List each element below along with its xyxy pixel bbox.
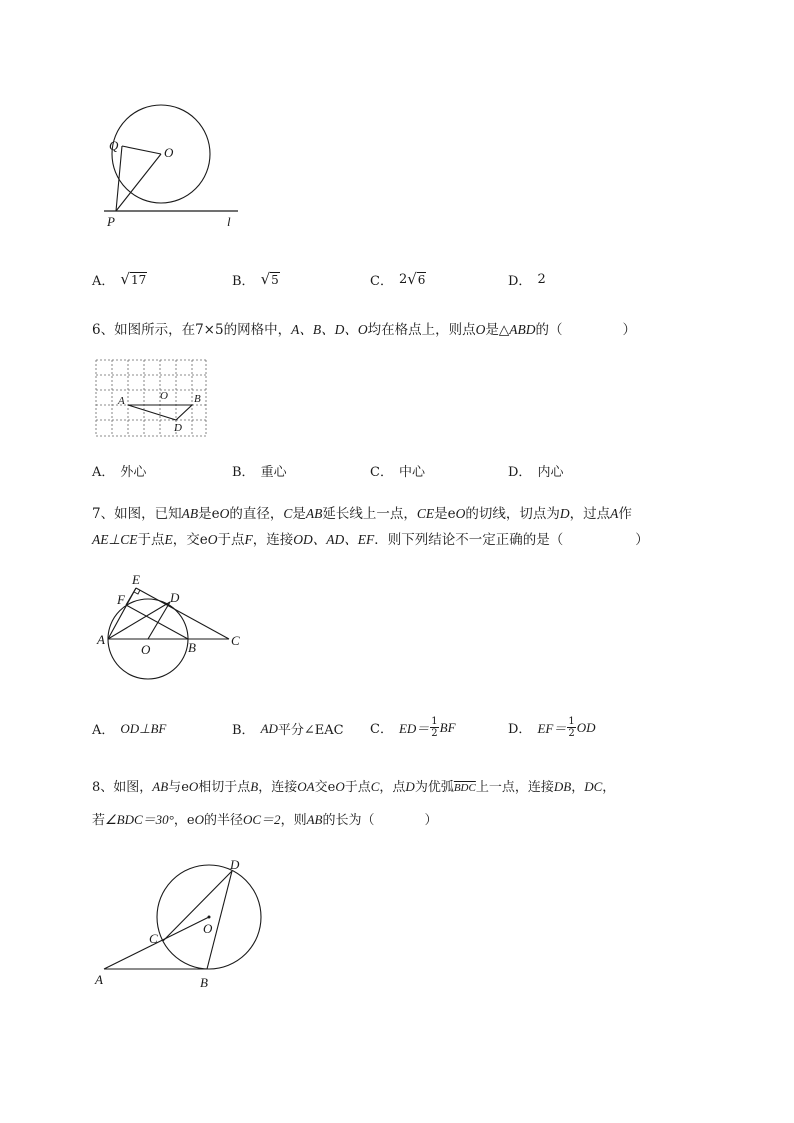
q6-close: ）	[622, 322, 636, 338]
segment-ab: AB	[181, 506, 199, 521]
q5-label-p: P	[107, 214, 115, 229]
text: ，点	[379, 780, 406, 795]
text: ，连接	[258, 780, 298, 795]
q8-label-d: D	[230, 857, 240, 872]
text: 的直径，	[229, 506, 284, 522]
point-o: O	[219, 506, 230, 521]
segment-ab: AB	[152, 779, 169, 794]
option-label: B．	[232, 274, 255, 289]
q7-options	[92, 716, 732, 744]
q8-label-o: O	[203, 921, 213, 936]
numerator: 1	[568, 716, 575, 727]
q5-options	[92, 270, 732, 292]
q5-label-q: Q	[109, 138, 119, 153]
point-o: O	[188, 779, 199, 794]
point-b: B	[250, 779, 259, 794]
question-6-text	[92, 316, 732, 344]
q6-middle2: 均在格点上，则点	[367, 322, 476, 338]
point-e: E	[164, 532, 173, 547]
text: ，连接	[252, 532, 294, 548]
radical-sign: √	[260, 270, 271, 288]
q6-point-o: O	[475, 322, 486, 337]
segment-ab: AB	[306, 812, 323, 827]
option-rhs: BF	[439, 719, 456, 735]
q6-option-b[interactable]	[232, 461, 287, 480]
circle-symbol: e	[181, 780, 189, 795]
point-o: O	[335, 779, 345, 794]
q5-option-d[interactable]	[508, 270, 546, 289]
fraction	[430, 716, 438, 739]
question-7-line-2	[92, 526, 732, 554]
question-7-line-1	[92, 500, 732, 528]
radicand: 5	[271, 273, 279, 287]
q6-middle: 的网格中，	[223, 322, 292, 338]
option-text: 内心	[537, 465, 564, 480]
circle-symbol: e	[199, 532, 208, 548]
text: ，	[173, 813, 187, 828]
q6-middle3: 是△	[485, 322, 510, 338]
q6-triangle: ABD	[509, 322, 536, 337]
denominator: 2	[431, 728, 438, 739]
q8-label-c: C	[149, 931, 158, 946]
q6-grid: 7×5	[195, 322, 224, 338]
radicand: 17	[130, 273, 147, 287]
option-label: D．	[508, 465, 532, 480]
circle-symbol: e	[327, 780, 336, 795]
segment-ab: AB	[305, 506, 323, 521]
circle-symbol: e	[447, 506, 456, 522]
text: ，交	[172, 532, 200, 548]
radius-expr: OC＝2	[243, 812, 281, 827]
text: 上一点，连接	[475, 780, 554, 795]
fraction	[567, 716, 575, 739]
option-text: 平分∠EAC	[277, 723, 344, 738]
text: 为优弧	[414, 780, 454, 795]
text: 若	[92, 813, 106, 828]
text: ）	[424, 813, 438, 828]
q7-label-e: E	[132, 572, 140, 587]
text: 延长线上一点，	[322, 506, 417, 522]
q8-segment-db	[207, 871, 232, 969]
q6-prefix: 6、如图所示，在	[92, 322, 196, 338]
q6-label-b: B	[194, 393, 201, 405]
q5-figure	[96, 100, 256, 235]
question-8-line-1	[92, 773, 732, 802]
q7-label-f: F	[117, 592, 125, 607]
option-label: B．	[232, 723, 255, 738]
option-lhs: ED＝	[398, 721, 430, 736]
q7-label-c: C	[231, 633, 240, 648]
radicand: 6	[417, 273, 426, 287]
q5-segment-pq	[116, 146, 122, 211]
q6-option-a[interactable]	[92, 461, 146, 480]
circle-symbol: e	[186, 813, 195, 828]
q5-label-o: O	[164, 145, 174, 160]
q5-label-l: l	[227, 214, 231, 229]
coefficient: 2	[398, 272, 408, 287]
text: 8、如图，	[92, 780, 153, 795]
text: ．则下列结论不一定正确的是（	[374, 532, 564, 548]
q8-label-b: B	[200, 975, 208, 990]
q7-option-b[interactable]	[232, 719, 344, 738]
radical-sign: √	[407, 270, 417, 288]
q8-label-a: A	[95, 972, 103, 987]
q8-center-dot	[208, 916, 211, 919]
option-label: D．	[508, 722, 532, 737]
text: 是	[292, 506, 306, 522]
text: ，则	[280, 813, 307, 828]
text: ）	[635, 532, 649, 548]
option-label: A．	[92, 465, 115, 480]
option-text: 外心	[120, 465, 147, 480]
option-text: OD⊥BF	[120, 720, 167, 736]
perpendicular-expr: AE⊥CE	[92, 532, 138, 547]
text: ，	[602, 780, 616, 795]
sqrt-expression	[407, 272, 426, 287]
q7-label-d: D	[170, 590, 180, 605]
q5-option-c[interactable]	[370, 270, 426, 289]
q7-figure	[94, 572, 244, 682]
option-pre: AD	[260, 720, 278, 736]
q8-segment-dc	[163, 871, 232, 941]
option-label: B．	[232, 465, 255, 480]
text: ，过点	[569, 506, 611, 522]
q6-points: A、B、D、O	[291, 322, 368, 337]
q5-option-b[interactable]	[232, 270, 280, 289]
text: 的半径	[203, 813, 243, 828]
segment-oa: OA	[297, 779, 315, 794]
q7-option-a[interactable]	[92, 719, 166, 738]
text: 与	[168, 780, 182, 795]
q7-segment-od	[148, 602, 170, 639]
q6-option-d[interactable]	[508, 461, 563, 480]
sqrt-expression	[120, 272, 147, 287]
text: 于点	[344, 780, 371, 795]
text: 交	[314, 780, 328, 795]
point-d: D	[405, 779, 415, 794]
question-8-line-2	[92, 806, 732, 834]
q7-label-a: A	[97, 632, 105, 647]
option-text: 重心	[260, 465, 287, 480]
option-text: 中心	[398, 465, 425, 480]
point-o: O	[194, 812, 204, 827]
radical-sign: √	[120, 270, 130, 288]
segment-db: DB	[553, 779, 572, 794]
point-o: O	[455, 506, 466, 521]
q5-option-a[interactable]	[92, 270, 147, 289]
text: 是	[434, 506, 448, 522]
point-o: O	[207, 532, 218, 547]
q7-option-d[interactable]	[508, 716, 595, 739]
option-label: C．	[370, 465, 393, 480]
segments: OD、AD、EF	[293, 532, 375, 547]
text: 7、如图，已知	[92, 506, 182, 522]
option-text: 2	[537, 272, 546, 287]
text: 于点	[137, 532, 165, 548]
q6-label-a: A	[118, 395, 125, 407]
text: ，	[571, 780, 585, 795]
q7-option-c[interactable]	[370, 716, 456, 739]
text: 的长为（	[322, 813, 375, 828]
point-c: C	[370, 779, 380, 794]
q7-label-o: O	[141, 642, 151, 657]
denominator: 2	[568, 728, 575, 739]
q6-label-d: D	[174, 422, 182, 434]
q7-label-b: B	[188, 640, 196, 655]
text: 的切线，切点为	[465, 506, 560, 522]
segment-dc: DC	[584, 779, 603, 794]
segment-ce: CE	[416, 506, 435, 521]
option-label: A．	[92, 723, 115, 738]
q6-label-o: O	[160, 390, 168, 402]
point-a: A	[610, 506, 619, 521]
point-d: D	[559, 506, 570, 521]
point-c: C	[283, 506, 293, 521]
option-label: A．	[92, 274, 115, 289]
numerator: 1	[431, 716, 438, 727]
q6-figure	[94, 357, 210, 441]
angle-expr: ∠BDC＝30°	[105, 812, 174, 827]
option-rhs: OD	[576, 719, 596, 735]
q6-grid-lines	[96, 360, 206, 436]
text: 相切于点	[198, 780, 251, 795]
text: 是	[198, 506, 212, 522]
option-label: C．	[370, 722, 393, 737]
q5-segment-qo	[122, 146, 161, 154]
q8-figure	[92, 855, 272, 995]
option-lhs: EF＝	[537, 721, 567, 736]
sqrt-expression	[261, 272, 280, 287]
q7-segment-ad	[108, 602, 170, 639]
option-label: D．	[508, 274, 532, 289]
option-label: C．	[370, 274, 393, 289]
q6-option-c[interactable]	[370, 461, 425, 480]
arc-bdc: $\overline{BDC}$	[453, 782, 476, 794]
text: 作	[618, 506, 632, 522]
q6-suffix: 的（	[535, 322, 563, 338]
q6-options	[92, 461, 732, 483]
point-f: F	[244, 532, 253, 547]
circle-symbol: e	[211, 506, 220, 522]
text: 于点	[217, 532, 245, 548]
